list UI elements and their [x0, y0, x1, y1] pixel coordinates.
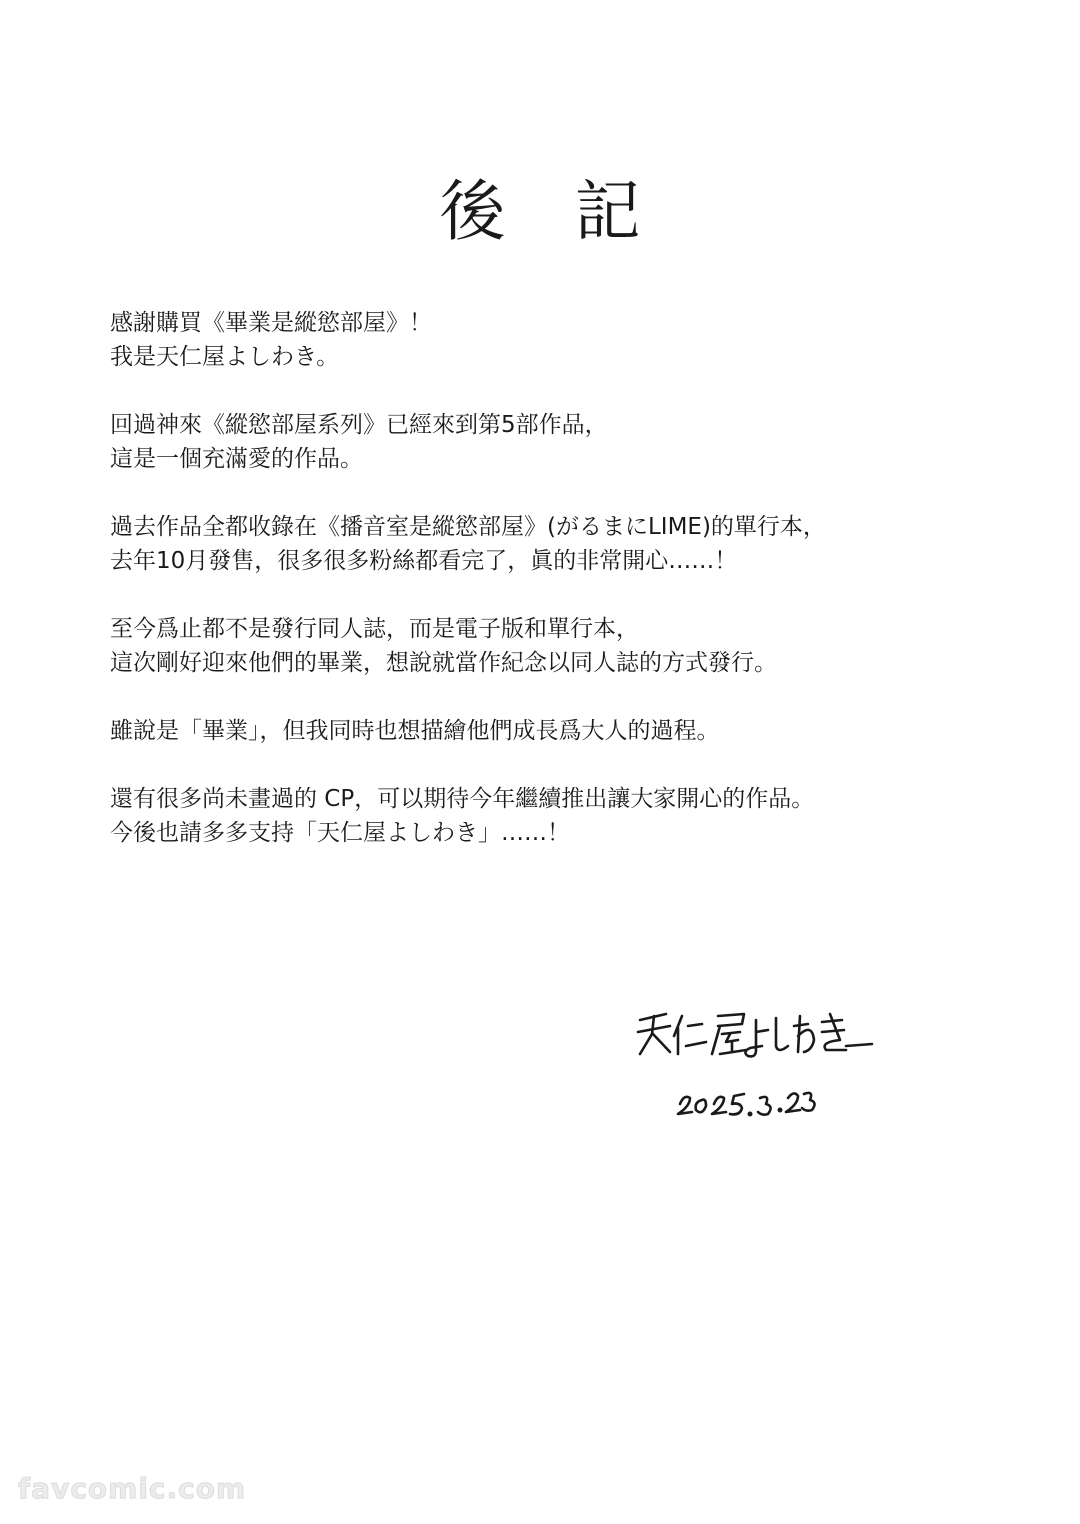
text-line: 至今爲止都不是發行同人誌，而是電子版和單行本， — [110, 616, 639, 642]
handwritten-signature — [636, 1006, 886, 1136]
paragraph-3 — [110, 510, 970, 578]
text-line: 今後也請多多支持「天仁屋よしわき」……！ — [110, 820, 570, 846]
text-line: 雖說是「畢業」，但我同時也想描繪他們成長爲大人的過程。 — [110, 718, 720, 744]
text-line: 這次剛好迎來他們的畢業，想說就當作紀念以同人誌的方式發行。 — [110, 650, 777, 676]
text-line: 回過神來《縱慾部屋系列》已經來到第5部作品， — [110, 412, 608, 438]
site-watermark: favcomic.com — [18, 1472, 247, 1505]
text-line: 這是一個充滿愛的作品。 — [110, 446, 363, 472]
text-line: 去年10月發售，很多很多粉絲都看完了，眞的非常開心……！ — [110, 548, 738, 574]
paragraph-1 — [110, 306, 970, 374]
paragraph-6 — [110, 782, 970, 850]
page-title: 後 記 — [439, 173, 665, 250]
text-line: 還有很多尚未畫過的 CP，可以期待今年繼續推出讓大家開心的作品。 — [110, 786, 815, 812]
text-line: 感謝購買《畢業是縱慾部屋》！ — [110, 310, 432, 336]
text-line: 我是天仁屋よしわき。 — [110, 344, 340, 370]
text-line: 過去作品全都收錄在《播音室是縱慾部屋》(がるまにLIME)的單行本， — [110, 514, 826, 540]
paragraph-5 — [110, 714, 970, 748]
afterword-body — [110, 306, 970, 884]
paragraph-4 — [110, 612, 970, 680]
paragraph-2 — [110, 408, 970, 476]
